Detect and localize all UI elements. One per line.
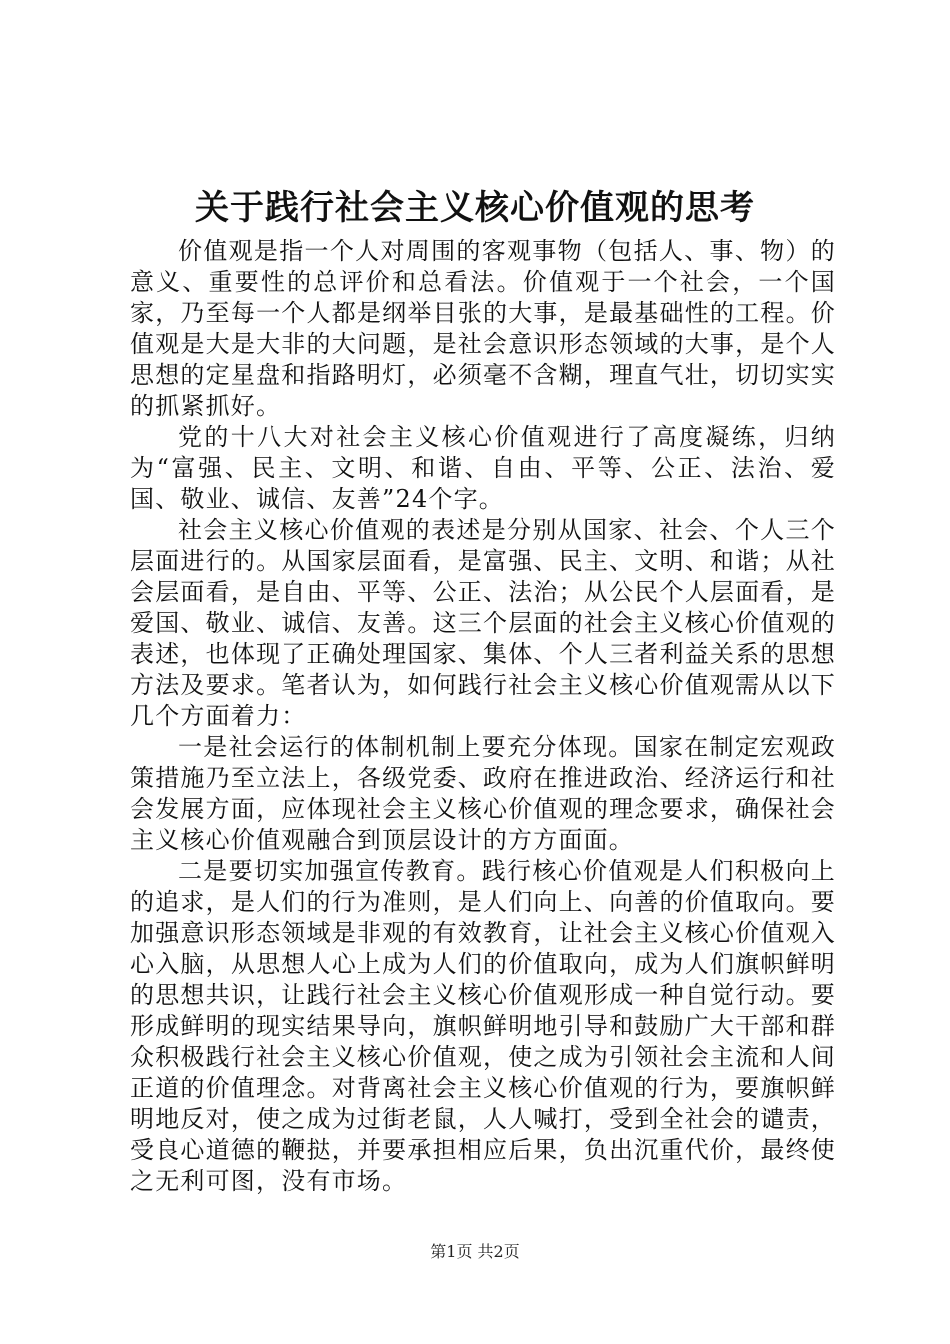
- document-body: [130, 236, 836, 1197]
- paragraph-three-levels: 社会主义核心价值观的表述是分别从国家、社会、个人三个层面进行的。从国家层面看，是富强、民主、文明、和谐；从社会层面看，是自由、平等、公正、法治；从公民个人层面看，是爱国、敬业、诚信、友善。这三个层面的社会主义核心价值观的表述，也体现了正确处理国家、集体、个人三者利益关系的思想方法及要求。笔者认为，如何践行社会主义核心价值观需从以下几个方面着力：: [130, 516, 836, 730]
- document-title: 关于践行社会主义核心价值观的思考: [195, 188, 755, 228]
- paragraph-point-two: 二是要切实加强宣传教育。践行核心价值观是人们积极向上的追求，是人们的行为准则，是人们向上、向善的价值取向。要加强意识形态领域是非观的有效教育，让社会主义核心价值观入心入脑，从思想人心上成为人们的价值取向，成为人们旗帜鲜明的思想共识，让践行社会主义核心价值观形成一种自觉行动。要形成鲜明的现实结果导向，旗帜鲜明地引导和鼓励广大干部和群众积极践行社会主义核心价值观，使之成为引领社会主流和人间正道的价值理念。对背离社会主义核心价值观的行为，要旗帜鲜明地反对，使之成为过街老鼠，人人喊打，受到全社会的谴责，受良心道德的鞭挞，并要承担相应后果，负出沉重代价，最终使之无利可图，没有市场。: [130, 857, 836, 1195]
- paragraph-point-one: 一是社会运行的体制机制上要充分体现。国家在制定宏观政策措施乃至立法上，各级党委、政府在推进政治、经济运行和社会发展方面，应体现社会主义核心价值观的理念要求，确保社会主义核心价值观融合到顶层设计的方方面面。: [130, 733, 836, 854]
- paragraph-intro: 价值观是指一个人对周围的客观事物（包括人、事、物）的意义、重要性的总评价和总看法。价值观于一个社会，一个国家，乃至每一个人都是纲举目张的大事，是最基础性的工程。价值观是大是大非的大问题，是社会意识形态领域的大事，是个人思想的定星盘和指路明灯，必须毫不含糊，理直气壮，切切实实的抓紧抓好。: [130, 237, 836, 420]
- paragraph-24-characters: 党的十八大对社会主义核心价值观进行了高度凝练，归纳为“富强、民主、文明、和谐、自由、平等、公正、法治、爱国、敬业、诚信、友善”24个字。: [130, 423, 836, 513]
- page-number-footer: 第1页 共2页: [430, 1242, 520, 1261]
